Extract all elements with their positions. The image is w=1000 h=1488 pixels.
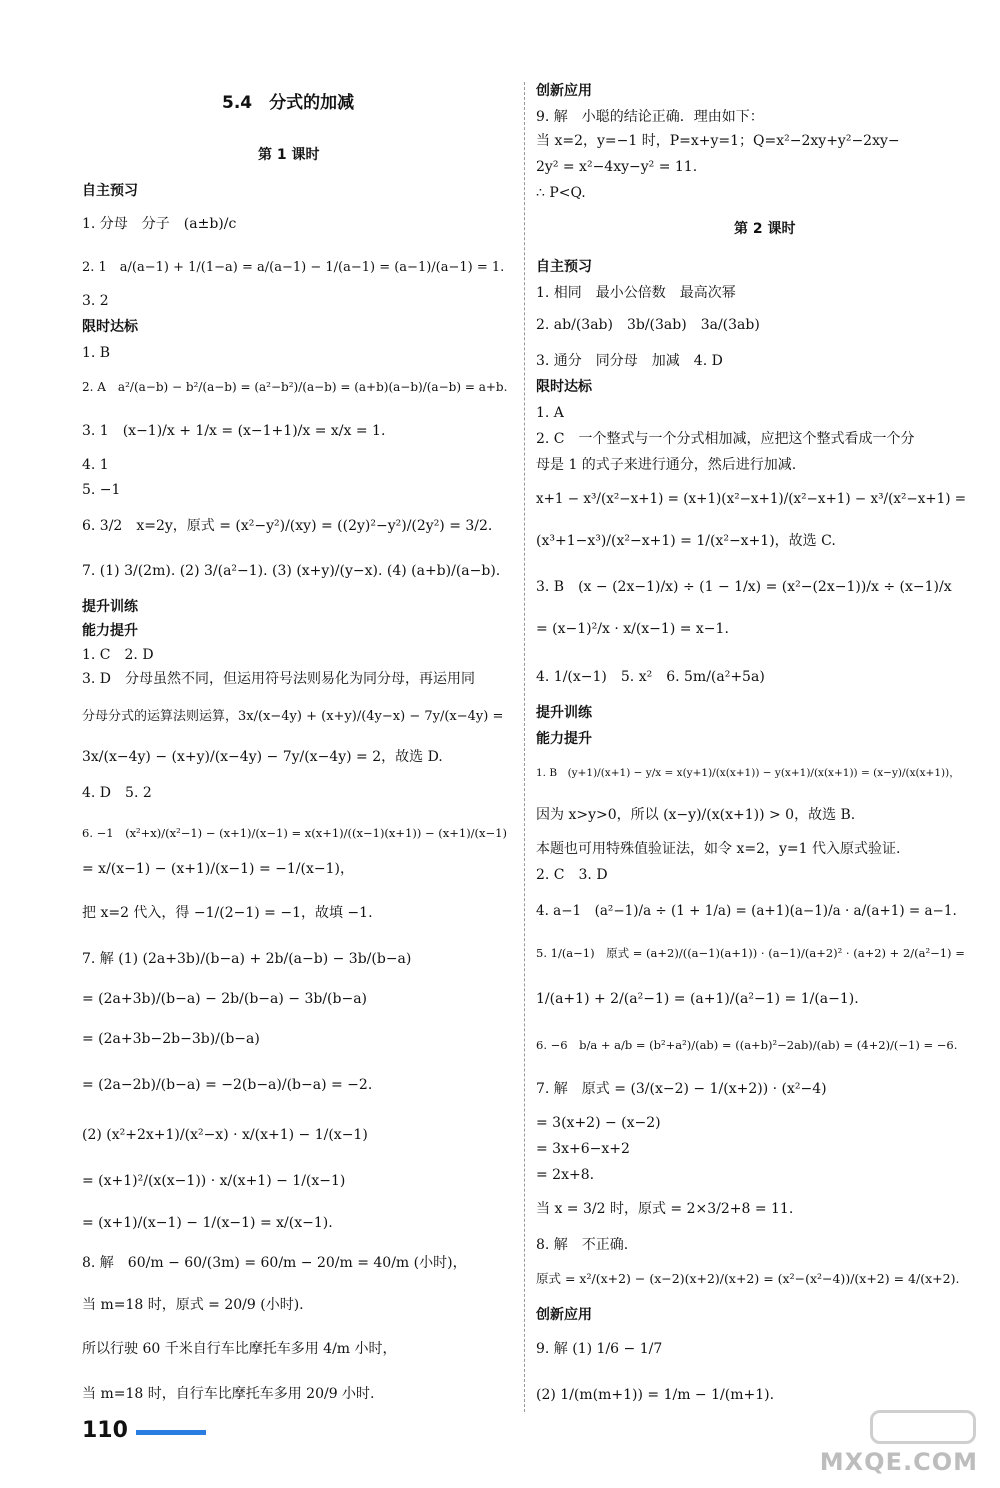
left-answer-line: 5. −1	[82, 482, 121, 498]
left-answer-line: 6. −1 (x²+x)/(x²−1) − (x+1)/(x−1) = x(x+1)/((x−1)(x+1)) − (x+1)/(x−1)	[82, 826, 507, 840]
lesson-1-title: 第 1 课时	[258, 147, 320, 163]
right-answer-line: = 3x+6−x+2	[536, 1141, 630, 1157]
right-answer-line: 1. B (y+1)/(x+1) − y/x = x(y+1)/(x(x+1)) − y(x+1)/(x(x+1)) = (x−y)/(x(x+1))，	[536, 767, 960, 779]
right-answer-line: 4. 1/(x−1) 5. x² 6. 5m/(a²+5a)	[536, 669, 765, 685]
left-section-heading: 自主预习	[82, 183, 138, 199]
right-section-heading: 创新应用	[536, 83, 592, 99]
right-answer-line: 1. 相同 最小公倍数 最高次幂	[536, 285, 736, 301]
right-section-heading: 限时达标	[536, 379, 592, 395]
section-title: 5.4 分式的加减	[222, 93, 355, 113]
left-answer-line: 4. D 5. 2	[82, 785, 152, 801]
left-answer-line: 分母分式的运算法则运算，3x/(x−4y) + (x+y)/(4y−x) − 7y/(x−4y) =	[82, 709, 504, 724]
left-answer-line: 1. 分母 分子 (a±b)/c	[82, 216, 237, 232]
right-answer-line: 8. 解 不正确.	[536, 1237, 629, 1253]
right-answer-line: = 2x+8.	[536, 1167, 595, 1183]
left-answer-line: 所以行驶 60 千米自行车比摩托车多用 4/m 小时，	[82, 1341, 397, 1357]
right-answer-line: 6. −6 b/a + a/b = (b²+a²)/(ab) = ((a+b)²−2ab)/(ab) = (4+2)/(−1) = −6.	[536, 1038, 958, 1052]
right-answer-line: 母是 1 的式子来进行通分，然后进行加减.	[536, 457, 797, 473]
left-answer-line: = (2a−2b)/(b−a) = −2(b−a)/(b−a) = −2.	[82, 1077, 373, 1093]
right-answer-line: 因为 x>y>0，所以 (x−y)/(x(x+1)) > 0，故选 B.	[536, 807, 856, 823]
right-section-heading: 自主预习	[536, 259, 592, 275]
left-section-heading: 能力提升	[82, 623, 138, 639]
right-answer-line: (2) 1/(m(m+1)) = 1/m − 1/(m+1).	[536, 1387, 775, 1403]
left-answer-line: 3. D 分母虽然不同，但运用符号法则易化为同分母，再运用同	[82, 671, 476, 687]
left-answer-line: 4. 1	[82, 457, 109, 473]
right-answer-line: 3. B (x − (2x−1)/x) ÷ (1 − 1/x) = (x²−(2x−1))/x ÷ (x−1)/x	[536, 579, 952, 595]
left-answer-line: 3. 1 (x−1)/x + 1/x = (x−1+1)/x = x/x = 1.	[82, 423, 386, 439]
right-answer-line: 1. A	[536, 405, 564, 421]
left-section-heading: 限时达标	[82, 319, 138, 335]
left-answer-line: 1. C 2. D	[82, 647, 154, 663]
left-answer-line: = (2a+3b)/(b−a) − 2b/(b−a) − 3b/(b−a)	[82, 991, 367, 1007]
right-answer-line: 9. 解 (1) 1/6 − 1/7	[536, 1341, 663, 1357]
left-answer-line: = (x+1)²/(x(x−1)) · x/(x+1) − 1/(x−1)	[82, 1173, 346, 1189]
left-answer-line: 1. B	[82, 345, 111, 361]
right-section-heading: 提升训练	[536, 705, 592, 721]
left-answer-line: 2. A a²/(a−b) − b²/(a−b) = (a²−b²)/(a−b) = (a+b)(a−b)/(a−b) = a+b.	[82, 380, 508, 394]
right-answer-line: 1/(a+1) + 2/(a²−1) = (a+1)/(a²−1) = 1/(a−1).	[536, 991, 859, 1007]
right-section-heading: 能力提升	[536, 731, 592, 747]
page-number: 110	[82, 1418, 128, 1443]
right-answer-line: 2. C 一个整式与一个分式相加减，应把这个整式看成一个分	[536, 431, 915, 447]
left-answer-line: 2. 1 a/(a−1) + 1/(1−a) = a/(a−1) − 1/(a−1) = (a−1)/(a−1) = 1.	[82, 260, 505, 275]
lesson-2-title: 第 2 课时	[734, 221, 796, 237]
page-number-bar	[136, 1430, 206, 1435]
left-answer-line: = (x+1)/(x−1) − 1/(x−1) = x/(x−1).	[82, 1215, 333, 1231]
right-answer-line: 2y² = x²−4xy−y² = 11.	[536, 159, 698, 175]
right-answer-line: 7. 解 原式 = (3/(x−2) − 1/(x+2)) · (x²−4)	[536, 1081, 827, 1097]
right-answer-line: 3. 通分 同分母 加减 4. D	[536, 353, 723, 369]
right-answer-line: 4. a−1 (a²−1)/a ÷ (1 + 1/a) = (a+1)(a−1)/a · a/(a+1) = a−1.	[536, 903, 957, 919]
left-answer-line: 把 x=2 代入，得 −1/(2−1) = −1，故填 −1.	[82, 905, 373, 921]
right-answer-line: 当 x=2，y=−1 时，P=x+y=1；Q=x²−2xy+y²−2xy−	[536, 133, 900, 149]
left-answer-line: 7. (1) 3/(2m). (2) 3/(a²−1). (3) (x+y)/(y−x). (4) (a+b)/(a−b).	[82, 563, 501, 579]
right-answer-line: x+1 − x³/(x²−x+1) = (x+1)(x²−x+1)/(x²−x+1) − x³/(x²−x+1) =	[536, 491, 967, 507]
right-answer-line: 当 x = 3/2 时，原式 = 2×3/2+8 = 11.	[536, 1201, 794, 1217]
right-answer-line: 9. 解 小聪的结论正确．理由如下：	[536, 109, 764, 125]
right-answer-line: 5. 1/(a−1) 原式 = (a+2)/((a−1)(a+1)) · (a−1)/(a+2)² · (a+2) + 2/(a²−1) =	[536, 946, 965, 960]
right-section-heading: 创新应用	[536, 1307, 592, 1323]
left-answer-line: 6. 3/2 x=2y，原式 = (x²−y²)/(xy) = ((2y)²−y²)/(2y²) = 3/2.	[82, 518, 493, 534]
right-answer-line: 原式 = x²/(x+2) − (x−2)(x+2)/(x+2) = (x²−(x²−4))/(x+2) = 4/(x+2).	[536, 1271, 960, 1286]
left-answer-line: 3. 2	[82, 293, 109, 309]
left-answer-line: (2) (x²+2x+1)/(x²−x) · x/(x+1) − 1/(x−1)	[82, 1127, 368, 1143]
left-answer-line: 8. 解 60/m − 60/(3m) = 60/m − 20/m = 40/m (小时)，	[82, 1255, 467, 1271]
right-answer-line: 2. C 3. D	[536, 867, 608, 883]
right-answer-line: ∴ P<Q.	[536, 185, 586, 201]
left-answer-line: = x/(x−1) − (x+1)/(x−1) = −1/(x−1)，	[82, 861, 354, 877]
left-answer-line: 3x/(x−4y) − (x+y)/(x−4y) − 7y/(x−4y) = 2，故选 D.	[82, 749, 443, 765]
right-answer-line: 本题也可用特殊值验证法，如令 x=2，y=1 代入原式验证.	[536, 841, 901, 857]
watermark-logo	[870, 1410, 976, 1444]
column-divider	[524, 82, 525, 1412]
right-answer-line: (x³+1−x³)/(x²−x+1) = 1/(x²−x+1)，故选 C.	[536, 533, 836, 549]
left-answer-line: = (2a+3b−2b−3b)/(b−a)	[82, 1031, 260, 1047]
right-answer-line: = 3(x+2) − (x−2)	[536, 1115, 661, 1131]
right-answer-line: 2. ab/(3ab) 3b/(3ab) 3a/(3ab)	[536, 317, 760, 333]
watermark-text: MXQE.COM	[819, 1448, 978, 1476]
right-answer-line: = (x−1)²/x · x/(x−1) = x−1.	[536, 621, 729, 637]
left-answer-line: 7. 解 (1) (2a+3b)/(b−a) + 2b/(a−b) − 3b/(b−a)	[82, 951, 412, 967]
left-answer-line: 当 m=18 时，原式 = 20/9 (小时).	[82, 1297, 304, 1313]
left-answer-line: 当 m=18 时，自行车比摩托车多用 20/9 小时.	[82, 1386, 375, 1402]
left-section-heading: 提升训练	[82, 599, 138, 615]
